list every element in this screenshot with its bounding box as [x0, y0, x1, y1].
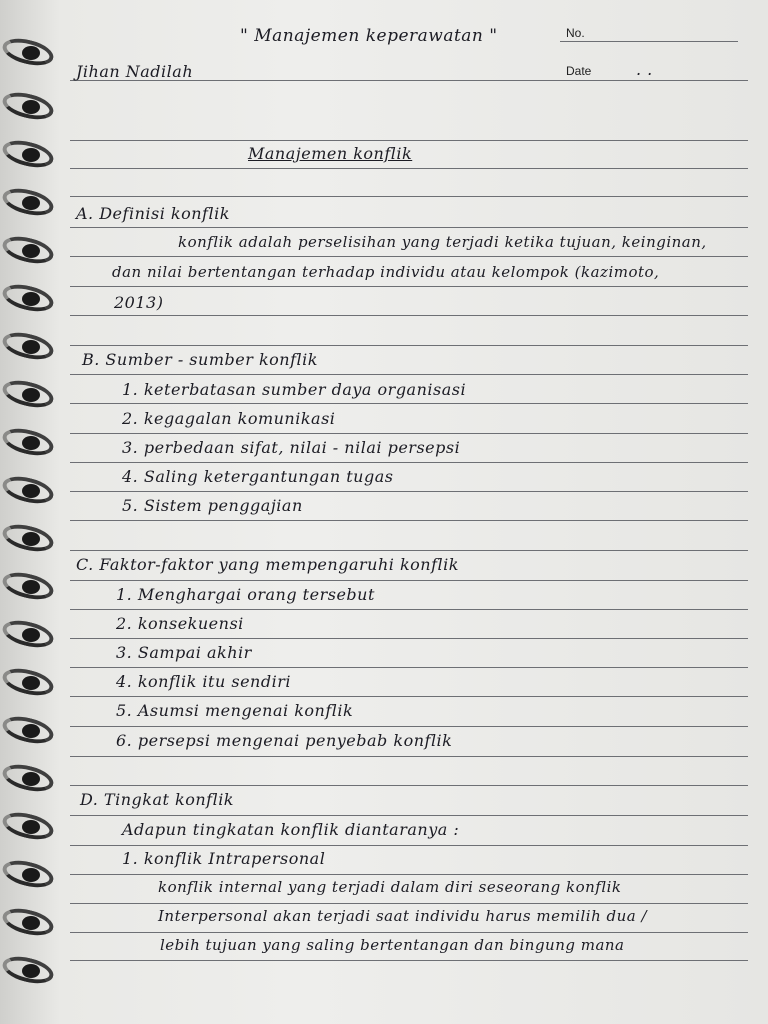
ruled-line: [70, 696, 748, 697]
ruled-line: [70, 756, 748, 757]
spiral-ring: [0, 572, 58, 598]
ruled-line: [70, 550, 748, 551]
ruled-line: [70, 874, 748, 875]
section-b-item: 2. kegagalan komunikasi: [122, 409, 336, 428]
spiral-ring: [0, 620, 58, 646]
spiral-ring: [0, 236, 58, 262]
no-label: No.: [566, 26, 585, 40]
section-a-line: dan nilai bertentangan terhadap individu atau kelompok (kazimoto,: [112, 263, 660, 281]
spiral-ring: [0, 956, 58, 982]
section-d-line: lebih tujuan yang saling bertentangan dan bingung mana: [160, 936, 625, 954]
spiral-ring: [0, 812, 58, 838]
ruled-line: [70, 374, 748, 375]
section-c-item: 5. Asumsi mengenai konflik: [116, 701, 354, 720]
ruled-line: [70, 227, 748, 228]
student-name: Jihan Nadilah: [76, 62, 194, 81]
spiral-ring: [0, 380, 58, 406]
section-d-heading: D. Tingkat konflik: [80, 790, 234, 809]
section-b-item: 4. Saling ketergantungan tugas: [122, 467, 394, 486]
ruled-line: [70, 785, 748, 786]
section-b-item: 3. perbedaan sifat, nilai - nilai persepsi: [122, 438, 461, 457]
spiral-ring: [0, 332, 58, 358]
ruled-line: [70, 960, 748, 961]
ruled-line: [70, 462, 748, 463]
ruled-line: [70, 609, 748, 610]
spiral-ring: [0, 716, 58, 742]
spiral-ring: [0, 188, 58, 214]
section-a-heading: A. Definisi konflik: [76, 204, 230, 223]
spiral-ring: [0, 140, 58, 166]
section-d-line: konflik internal yang terjadi dalam diri seseorang konflik: [158, 878, 622, 896]
section-c-heading: C. Faktor-faktor yang mempengaruhi konflik: [76, 555, 459, 574]
section-a-line: 2013): [114, 293, 164, 312]
ruled-line: [70, 815, 748, 816]
section-c-item: 4. konflik itu sendiri: [116, 672, 291, 691]
section-b-heading: B. Sumber - sumber konflik: [82, 350, 318, 369]
ruled-line: [70, 286, 748, 287]
spiral-ring: [0, 524, 58, 550]
ruled-line: [70, 932, 748, 933]
ruled-line: [70, 845, 748, 846]
ruled-line: [70, 580, 748, 581]
section-b-item: 5. Sistem penggajian: [122, 496, 303, 515]
ruled-line: [70, 345, 748, 346]
section-b-item: 1. keterbatasan sumber daya organisasi: [122, 380, 467, 399]
date-label: Date: [566, 64, 592, 78]
section-c-item: 3. Sampai akhir: [116, 643, 252, 662]
ruled-line: [70, 256, 748, 257]
spiral-ring: [0, 38, 58, 64]
ruled-line: [70, 403, 748, 404]
spiral-ring: [0, 476, 58, 502]
spiral-ring: [0, 764, 58, 790]
date-value: . .: [636, 60, 653, 79]
spiral-ring: [0, 908, 58, 934]
spiral-ring: [0, 428, 58, 454]
section-d-line: Interpersonal akan terjadi saat individu harus memilih dua /: [158, 907, 648, 925]
section-c-item: 1. Menghargai orang tersebut: [116, 585, 375, 604]
ruled-line: [70, 638, 748, 639]
ruled-line: [70, 726, 748, 727]
ruled-line: [70, 168, 748, 169]
topic-title: Manajemen konflik: [248, 144, 413, 163]
ruled-line: [70, 667, 748, 668]
spiral-ring: [0, 284, 58, 310]
ruled-line: [70, 903, 748, 904]
ruled-line: [70, 520, 748, 521]
ruled-line: [70, 491, 748, 492]
section-c-item: 2. konsekuensi: [116, 614, 244, 633]
spiral-ring: [0, 668, 58, 694]
section-c-item: 6. persepsi mengenai penyebab konflik: [116, 731, 453, 750]
section-d-intro: Adapun tingkatan konflik diantaranya :: [122, 820, 460, 839]
ruled-line: [70, 433, 748, 434]
spiral-ring: [0, 92, 58, 118]
no-rule: [560, 41, 738, 42]
spiral-ring: [0, 860, 58, 886]
ruled-line: [70, 315, 748, 316]
ruled-line: [70, 140, 748, 141]
ruled-line: [70, 196, 748, 197]
section-a-line: konflik adalah perselisihan yang terjadi ketika tujuan, keinginan,: [178, 233, 707, 251]
section-d-item: 1. konflik Intrapersonal: [122, 849, 326, 868]
notebook-title: " Manajemen keperawatan ": [240, 26, 498, 46]
